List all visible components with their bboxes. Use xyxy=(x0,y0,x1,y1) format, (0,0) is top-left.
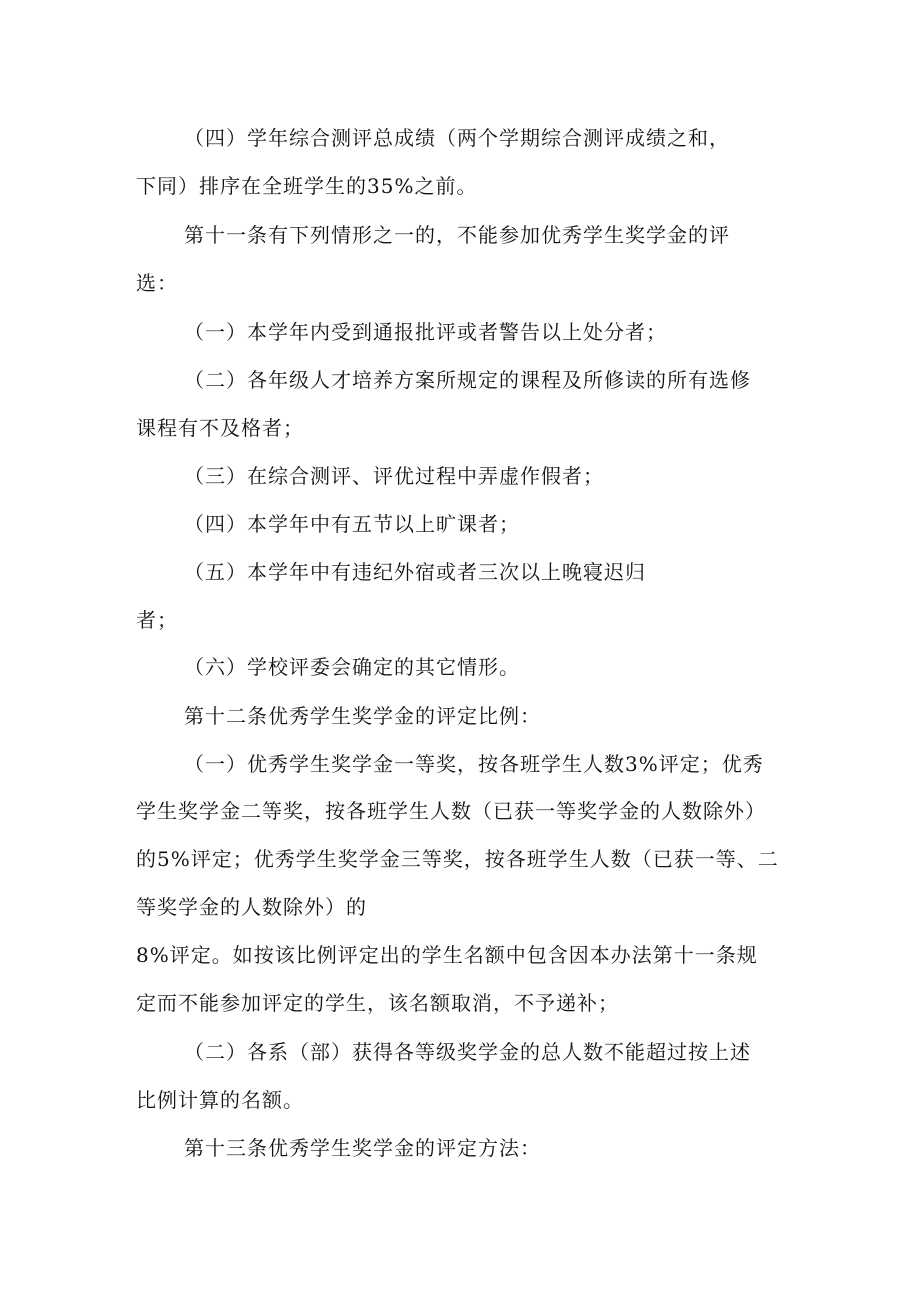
text-line: 比例计算的名额。 xyxy=(136,1088,304,1112)
text-line: 第十二条优秀学生奖学金的评定比例： xyxy=(184,704,541,728)
text-line: 选： xyxy=(136,271,178,295)
text-line: 8%评定。如按该比例评定出的学生名额中包含因本办法第十一条规 xyxy=(136,943,758,967)
text-line: 等奖学金的人数除外）的 xyxy=(136,895,367,919)
text-line: 课程有不及格者； xyxy=(136,416,304,440)
text-line: （三）在综合测评、评优过程中弄虚作假者； xyxy=(184,464,604,488)
text-line: 的5%评定；优秀学生奖学金三等奖，按各班学生人数（已获一等、二 xyxy=(136,847,779,871)
text-line: 定而不能参加评定的学生，该名额取消，不予递补； xyxy=(136,991,619,1015)
text-line: （一）本学年内受到通报批评或者警告以上处分者； xyxy=(184,320,667,344)
text-line: 下同）排序在全班学生的35%之前。 xyxy=(136,174,478,198)
text-line: （一）优秀学生奖学金一等奖，按各班学生人数3%评定；优秀 xyxy=(184,752,764,776)
text-line: （五）本学年中有违纪外宿或者三次以上晚寝迟归 xyxy=(184,560,646,584)
text-line: （二）各系（部）获得各等级奖学金的总人数不能超过按上述 xyxy=(184,1040,751,1064)
text-line: 者； xyxy=(136,608,178,632)
text-line: 第十一条有下列情形之一的，不能参加优秀学生奖学金的评 xyxy=(184,223,730,247)
text-line: （四）本学年中有五节以上旷课者； xyxy=(184,512,520,536)
text-line: （四）学年综合测评总成绩（两个学期综合测评成绩之和， xyxy=(184,126,730,150)
text-line: （六）学校评委会确定的其它情形。 xyxy=(184,655,520,679)
text-line: 第十三条优秀学生奖学金的评定方法： xyxy=(184,1136,541,1160)
text-line: （二）各年级人才培养方案所规定的课程及所修读的所有选修 xyxy=(184,368,751,392)
text-line: 学生奖学金二等奖，按各班学生人数（已获一等奖学金的人数除外） xyxy=(136,799,766,823)
